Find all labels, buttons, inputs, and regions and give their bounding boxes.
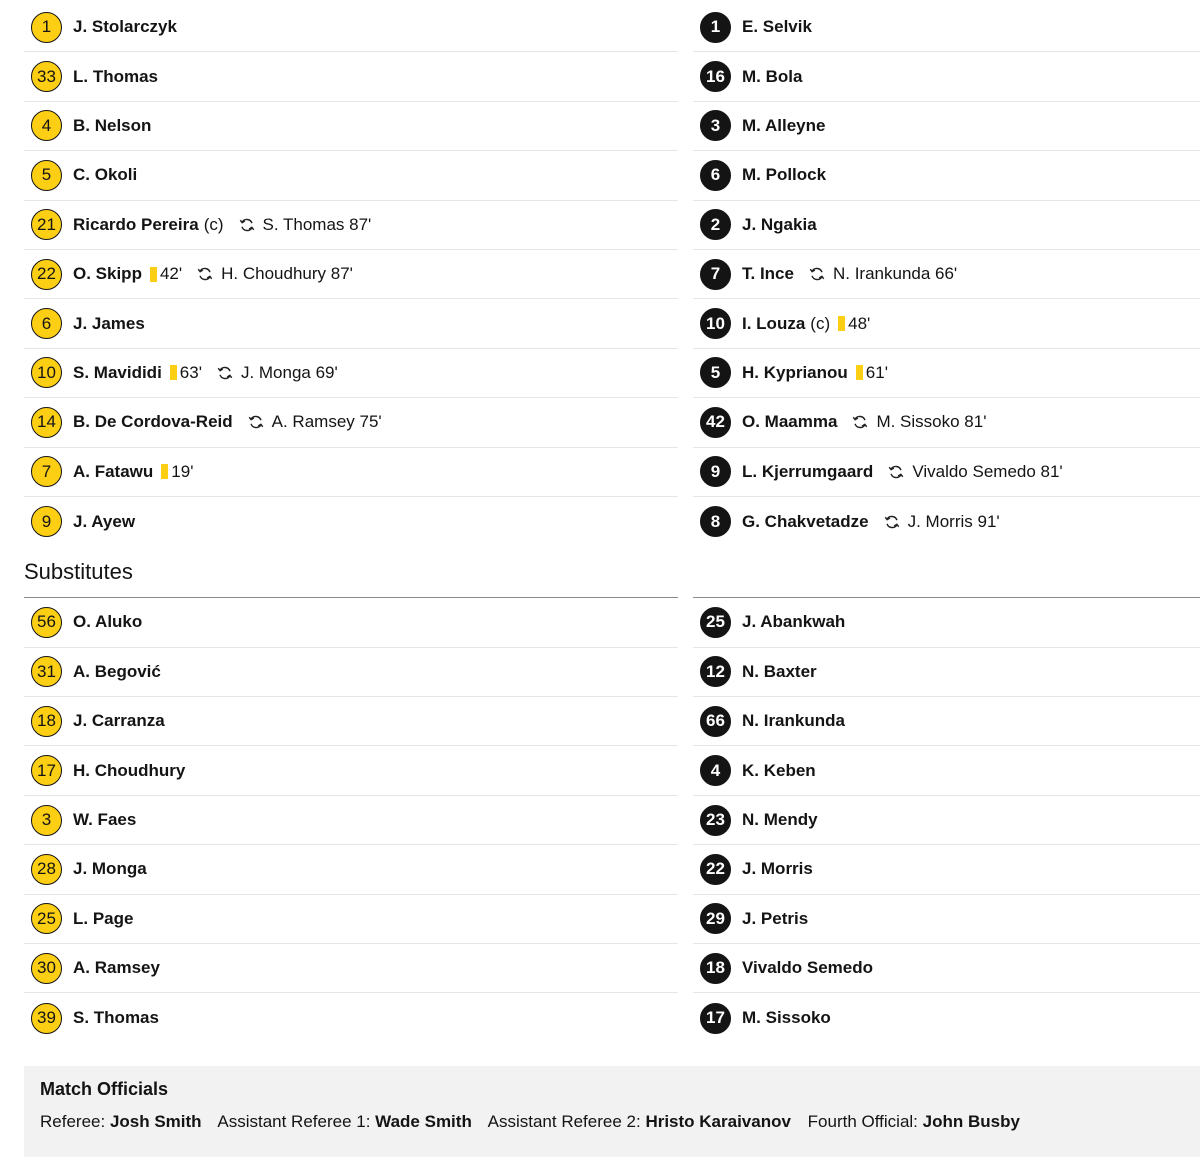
shirt-number: 56 [31,607,62,638]
shirt-number: 18 [700,953,731,984]
home-team-lineup [24,3,678,1043]
card-minute: 42' [159,264,183,284]
substitution [808,264,957,284]
substitutes-heading: Substitutes [24,546,678,598]
away-starters [693,3,1200,546]
substitution-icon [808,265,826,283]
substitute-row [24,993,678,1042]
official-assistant-1 [217,1112,471,1131]
substitution [216,363,338,383]
player-row [693,3,1200,52]
home-substitutes [24,598,678,1043]
shirt-number: 2 [700,209,731,240]
substitution-icon [238,216,256,234]
yellow-card [150,264,182,284]
player-row [693,448,1200,497]
player-name: A. Ramsey [73,958,160,978]
player-row [693,151,1200,200]
player-name: M. Pollock [742,165,827,185]
official-name: Wade Smith [375,1112,472,1131]
player-name: C. Okoli [73,165,138,185]
substitution [247,412,382,432]
shirt-number: 22 [31,259,62,290]
player-name: L. Thomas [73,66,159,86]
shirt-number: 4 [31,110,62,141]
player-name: J. Monga [73,859,147,879]
shirt-number: 7 [31,456,62,487]
home-starters [24,3,678,546]
substitution-icon [196,265,214,283]
player-name: M. Sissoko [742,1008,831,1028]
player-name: J. Stolarczyk [73,17,177,37]
shirt-number: 12 [700,656,731,687]
match-officials [24,1066,1200,1157]
substitution-text: Vivaldo Semedo 81' [912,461,1063,481]
shirt-number: 66 [700,706,731,737]
shirt-number: 25 [700,607,731,638]
yellow-card-icon [170,365,177,380]
player-name: O. Skipp [73,264,142,284]
official-name: John Busby [922,1112,1020,1131]
player-name: M. Bola [742,66,803,86]
official-role: Referee: [40,1112,106,1131]
yellow-card [170,363,202,383]
yellow-card-icon [856,365,863,380]
shirt-number: 30 [31,953,62,984]
substitution-text: S. Thomas 87' [262,214,372,234]
shirt-number: 7 [700,259,731,290]
shirt-number: 8 [700,506,731,537]
shirt-number: 9 [700,456,731,487]
player-row [24,151,678,200]
shirt-number: 1 [700,12,731,43]
player-name: L. Page [73,908,134,928]
player-row [24,3,678,52]
player-name: S. Thomas [73,1008,159,1028]
player-name: L. Kjerrumgaard [742,461,874,481]
substitution-icon [851,413,869,431]
shirt-number: 5 [31,160,62,191]
shirt-number: 10 [700,308,731,339]
player-name: I. Louza [742,313,806,333]
player-row [693,250,1200,299]
yellow-card-icon [150,267,157,282]
substitute-row [24,944,678,993]
player-name: B. De Cordova-Reid [73,412,233,432]
shirt-number: 31 [31,656,62,687]
player-row [24,250,678,299]
player-name: N. Baxter [742,661,817,681]
player-name: T. Ince [742,264,794,284]
shirt-number: 23 [700,805,731,836]
player-name: J. Ayew [73,511,136,531]
substitution-icon [216,364,234,382]
shirt-number: 10 [31,357,62,388]
player-name: K. Keben [742,760,816,780]
player-name: E. Selvik [742,17,812,37]
shirt-number: 14 [31,407,62,438]
substitution-text: M. Sissoko 81' [876,412,987,432]
officials-list [40,1112,1184,1132]
player-name: J. Carranza [73,711,165,731]
player-row [693,349,1200,398]
player-name: S. Mavididi [73,362,162,382]
substitution-icon [247,413,265,431]
shirt-number: 42 [700,407,731,438]
shirt-number: 9 [31,506,62,537]
shirt-number: 6 [700,160,731,191]
shirt-number: 18 [31,706,62,737]
shirt-number: 17 [700,1003,731,1034]
player-row [693,52,1200,101]
substitute-row [24,796,678,845]
official-name: Josh Smith [109,1112,202,1131]
player-row [24,398,678,447]
substitution [196,264,353,284]
substitute-row [24,845,678,894]
substitute-row [24,697,678,746]
player-row [24,201,678,250]
official-name: Hristo Karaivanov [645,1112,791,1131]
shirt-number: 39 [31,1003,62,1034]
official-referee [40,1112,202,1131]
yellow-card [161,462,193,482]
player-name: W. Faes [73,810,137,830]
official-fourth [808,1112,1020,1131]
player-row [693,398,1200,447]
substitution-icon [887,463,905,481]
substitution-text: J. Morris 91' [907,511,1000,531]
yellow-card [838,314,870,334]
shirt-number: 4 [700,755,731,786]
substitution-text: H. Choudhury 87' [221,264,353,284]
substitute-row [693,746,1200,795]
away-substitutes [693,598,1200,1043]
player-name: O. Maamma [742,412,838,432]
player-row [24,102,678,151]
shirt-number: 3 [31,805,62,836]
shirt-number: 28 [31,854,62,885]
player-row [693,497,1200,546]
substitute-row [693,648,1200,697]
substitution [238,215,372,235]
player-name: O. Aluko [73,612,143,632]
shirt-number: 5 [700,357,731,388]
card-minute: 61' [865,362,888,382]
player-name: J. Petris [742,908,809,928]
player-row [24,299,678,348]
captain-marker: (c) [810,313,831,333]
card-minute: 63' [179,362,202,382]
away-team-lineup [693,3,1200,1043]
player-name: Ricardo Pereira [73,214,199,234]
player-name: G. Chakvetadze [742,511,869,531]
substitution-text: J. Monga 69' [240,362,338,382]
substitute-row [693,993,1200,1042]
substitute-row [693,895,1200,944]
official-role: Assistant Referee 1: [217,1112,371,1131]
shirt-number: 21 [31,209,62,240]
player-name: J. Abankwah [742,612,846,632]
substitution-icon [883,513,901,531]
substitute-row [24,648,678,697]
player-row [24,349,678,398]
substitute-row [693,845,1200,894]
substitute-row [24,746,678,795]
player-name: H. Choudhury [73,760,186,780]
substitute-row [693,697,1200,746]
shirt-number: 6 [31,308,62,339]
yellow-card-icon [838,316,845,331]
official-role: Assistant Referee 2: [487,1112,641,1131]
player-name: N. Mendy [742,810,818,830]
shirt-number: 3 [700,110,731,141]
player-name: Vivaldo Semedo [742,958,874,978]
yellow-card-icon [161,464,168,479]
player-name: N. Irankunda [742,711,845,731]
substitution [883,512,1000,532]
player-name: J. Morris [742,859,813,879]
shirt-number: 33 [31,61,62,92]
official-role: Fourth Official: [807,1112,918,1131]
substitution-text: N. Irankunda 66' [832,264,958,284]
shirt-number: 29 [700,903,731,934]
card-minute: 48' [848,313,871,333]
official-assistant-2 [488,1112,791,1131]
substitution-text: A. Ramsey 75' [271,412,382,432]
yellow-card [856,363,888,383]
player-name: J. Ngakia [742,214,817,234]
substitutes-divider [693,546,1200,598]
shirt-number: 1 [31,12,62,43]
shirt-number: 17 [31,755,62,786]
player-name: A. Fatawu [73,461,154,481]
officials-title: Match Officials [40,1079,169,1099]
card-minute: 19' [171,461,194,481]
substitute-row [24,598,678,647]
substitute-row [693,944,1200,993]
player-name: B. Nelson [73,115,152,135]
substitute-row [24,895,678,944]
player-row [693,102,1200,151]
substitute-row [693,796,1200,845]
substitution [851,412,986,432]
player-name: M. Alleyne [742,115,826,135]
player-name: A. Begović [73,661,161,681]
player-row [24,448,678,497]
substitute-row [693,598,1200,647]
player-row [693,201,1200,250]
substitution [887,462,1062,482]
captain-marker: (c) [203,214,224,234]
shirt-number: 25 [31,903,62,934]
player-name: H. Kyprianou [742,362,848,382]
player-row [24,52,678,101]
player-row [693,299,1200,348]
shirt-number: 22 [700,854,731,885]
player-row [24,497,678,546]
player-name: J. James [73,313,145,333]
shirt-number: 16 [700,61,731,92]
